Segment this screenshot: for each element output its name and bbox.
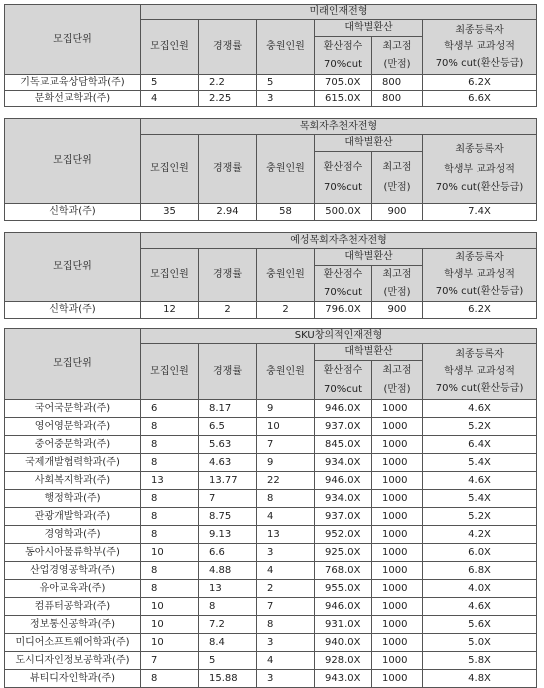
conv-score-value: 946.0X <box>315 598 372 616</box>
header-final-grade: 최종등록자 학생부 교과성적 70% cut(환산등급) <box>423 344 537 400</box>
final-grade-value: 6.2X <box>423 75 537 91</box>
final-grade-value: 7.4X <box>423 204 537 221</box>
final-grade-value: 4.6X <box>423 472 537 490</box>
header-waitlist: 충원인원 <box>257 344 315 400</box>
unit-name: 국제개발협력학과(주) <box>5 454 141 472</box>
header-waitlist: 충원인원 <box>257 20 315 75</box>
table-row <box>5 472 537 490</box>
max-score-value: 1000 <box>372 436 423 454</box>
final-grade-value: 6.0X <box>423 544 537 562</box>
unit-name: 문화선교학과(주) <box>5 91 141 107</box>
unit-name: 뷰티디자인학과(주) <box>5 670 141 688</box>
table-row <box>5 508 537 526</box>
competition-value: 6.5 <box>199 418 257 436</box>
competition-value: 8.17 <box>199 400 257 418</box>
waitlist-value: 7 <box>257 598 315 616</box>
conv-score-value: 937.0X <box>315 418 372 436</box>
table-row <box>5 418 537 436</box>
unit-name: 미디어소프트웨어학과(주) <box>5 634 141 652</box>
table-row <box>5 544 537 562</box>
final-grade-value: 5.4X <box>423 490 537 508</box>
admission-table <box>4 328 537 688</box>
competition-value: 7.2 <box>199 616 257 634</box>
quota-value: 8 <box>141 436 199 454</box>
max-score-value: 1000 <box>372 454 423 472</box>
unit-name: 관광개발학과(주) <box>5 508 141 526</box>
competition-value: 8.4 <box>199 634 257 652</box>
conv-score-value: 931.0X <box>315 616 372 634</box>
header-final-grade: 최종등록자 학생부 교과성적 70% cut(환산등급) <box>423 249 537 302</box>
header-conversion: 대학별환산 <box>315 249 423 266</box>
header-competition: 경쟁률 <box>199 135 257 204</box>
max-score-value: 1000 <box>372 490 423 508</box>
quota-value: 13 <box>141 472 199 490</box>
waitlist-value: 9 <box>257 400 315 418</box>
unit-name: 행정학과(주) <box>5 490 141 508</box>
waitlist-value: 8 <box>257 490 315 508</box>
final-grade-value: 5.6X <box>423 616 537 634</box>
unit-name: 유아교육과(주) <box>5 580 141 598</box>
quota-value: 10 <box>141 598 199 616</box>
unit-name: 컴퓨터공학과(주) <box>5 598 141 616</box>
competition-value: 7 <box>199 490 257 508</box>
unit-name: 기독교교육상담학과(주) <box>5 75 141 91</box>
competition-value: 2 <box>199 302 257 319</box>
conv-score-value: 928.0X <box>315 652 372 670</box>
quota-value: 8 <box>141 490 199 508</box>
final-grade-value: 4.6X <box>423 400 537 418</box>
header-unit: 모집단위 <box>5 233 141 302</box>
competition-value: 8.75 <box>199 508 257 526</box>
header-competition: 경쟁률 <box>199 20 257 75</box>
unit-name: 신학과(주) <box>5 302 141 319</box>
max-score-value: 1000 <box>372 634 423 652</box>
admission-table <box>4 232 537 319</box>
header-conversion: 대학별환산 <box>315 20 423 37</box>
max-score-value: 1000 <box>372 598 423 616</box>
final-grade-value: 5.8X <box>423 652 537 670</box>
table-title: SKU창의적인재전형 <box>141 329 537 344</box>
competition-value: 13 <box>199 580 257 598</box>
unit-name: 국어국문학과(주) <box>5 400 141 418</box>
conv-score-value: 705.0X <box>315 75 372 91</box>
table-row <box>5 670 537 688</box>
competition-value: 15.88 <box>199 670 257 688</box>
header-conversion: 대학별환산 <box>315 344 423 361</box>
conv-score-value: 934.0X <box>315 490 372 508</box>
header-conv-score: 환산점수 70%cut <box>315 361 372 400</box>
quota-value: 7 <box>141 652 199 670</box>
quota-value: 12 <box>141 302 199 319</box>
waitlist-value: 4 <box>257 652 315 670</box>
header-conv-score: 환산점수 70%cut <box>315 37 372 75</box>
conv-score-value: 946.0X <box>315 400 372 418</box>
unit-name: 영어영문학과(주) <box>5 418 141 436</box>
conv-score-value: 943.0X <box>315 670 372 688</box>
header-unit: 모집단위 <box>5 5 141 75</box>
table-row <box>5 490 537 508</box>
unit-name: 신학과(주) <box>5 204 141 221</box>
conv-score-value: 615.0X <box>315 91 372 107</box>
table-title: 목회자추천자전형 <box>141 119 537 135</box>
header-waitlist: 충원인원 <box>257 249 315 302</box>
quota-value: 10 <box>141 616 199 634</box>
competition-value: 2.94 <box>199 204 257 221</box>
table-title: 미래인재전형 <box>141 5 537 20</box>
header-unit: 모집단위 <box>5 119 141 204</box>
header-competition: 경쟁률 <box>199 249 257 302</box>
conv-score-value: 845.0X <box>315 436 372 454</box>
quota-value: 35 <box>141 204 199 221</box>
final-grade-value: 4.2X <box>423 526 537 544</box>
final-grade-value: 5.2X <box>423 418 537 436</box>
table-row <box>5 616 537 634</box>
header-competition: 경쟁률 <box>199 344 257 400</box>
header-quota: 모집인원 <box>141 135 199 204</box>
table-row <box>5 598 537 616</box>
competition-value: 6.6 <box>199 544 257 562</box>
quota-value: 8 <box>141 562 199 580</box>
quota-value: 8 <box>141 580 199 598</box>
waitlist-value: 3 <box>257 670 315 688</box>
conv-score-value: 796.0X <box>315 302 372 319</box>
max-score-value: 800 <box>372 75 423 91</box>
header-conv-score: 환산점수 70%cut <box>315 152 372 204</box>
final-grade-value: 4.6X <box>423 598 537 616</box>
table-row <box>5 400 537 418</box>
table-row <box>5 436 537 454</box>
quota-value: 8 <box>141 508 199 526</box>
table-row <box>5 634 537 652</box>
header-unit: 모집단위 <box>5 329 141 400</box>
final-grade-value: 4.0X <box>423 580 537 598</box>
table-row <box>5 302 537 319</box>
final-grade-value: 4.8X <box>423 670 537 688</box>
final-grade-value: 6.8X <box>423 562 537 580</box>
waitlist-value: 3 <box>257 634 315 652</box>
header-quota: 모집인원 <box>141 20 199 75</box>
conv-score-value: 952.0X <box>315 526 372 544</box>
conv-score-value: 768.0X <box>315 562 372 580</box>
max-score-value: 1000 <box>372 580 423 598</box>
competition-value: 4.88 <box>199 562 257 580</box>
max-score-value: 1000 <box>372 400 423 418</box>
conv-score-value: 940.0X <box>315 634 372 652</box>
quota-value: 6 <box>141 400 199 418</box>
admission-table <box>4 118 537 221</box>
quota-value: 8 <box>141 670 199 688</box>
unit-name: 경영학과(주) <box>5 526 141 544</box>
table-row <box>5 526 537 544</box>
max-score-value: 1000 <box>372 616 423 634</box>
waitlist-value: 58 <box>257 204 315 221</box>
admission-table <box>4 4 537 107</box>
competition-value: 13.77 <box>199 472 257 490</box>
table-row <box>5 75 537 91</box>
header-waitlist: 충원인원 <box>257 135 315 204</box>
waitlist-value: 22 <box>257 472 315 490</box>
quota-value: 8 <box>141 454 199 472</box>
unit-name: 정보통신공학과(주) <box>5 616 141 634</box>
header-max-score: 최고점 (만점) <box>372 361 423 400</box>
header-max-score: 최고점 (만점) <box>372 152 423 204</box>
competition-value: 9.13 <box>199 526 257 544</box>
conv-score-value: 500.0X <box>315 204 372 221</box>
final-grade-value: 5.0X <box>423 634 537 652</box>
final-grade-value: 5.4X <box>423 454 537 472</box>
waitlist-value: 3 <box>257 91 315 107</box>
header-final-grade: 최종등록자 학생부 교과성적 70% cut(환산등급) <box>423 20 537 75</box>
conv-score-value: 937.0X <box>315 508 372 526</box>
max-score-value: 1000 <box>372 472 423 490</box>
quota-value: 8 <box>141 526 199 544</box>
final-grade-value: 6.6X <box>423 91 537 107</box>
final-grade-value: 6.2X <box>423 302 537 319</box>
max-score-value: 1000 <box>372 508 423 526</box>
table-row <box>5 454 537 472</box>
waitlist-value: 2 <box>257 302 315 319</box>
table-row <box>5 204 537 221</box>
table-row <box>5 580 537 598</box>
unit-name: 산업경영공학과(주) <box>5 562 141 580</box>
max-score-value: 1000 <box>372 418 423 436</box>
competition-value: 4.63 <box>199 454 257 472</box>
header-quota: 모집인원 <box>141 344 199 400</box>
waitlist-value: 9 <box>257 454 315 472</box>
conv-score-value: 955.0X <box>315 580 372 598</box>
final-grade-value: 5.2X <box>423 508 537 526</box>
conv-score-value: 925.0X <box>315 544 372 562</box>
waitlist-value: 3 <box>257 544 315 562</box>
final-grade-value: 6.4X <box>423 436 537 454</box>
conv-score-value: 934.0X <box>315 454 372 472</box>
competition-value: 5.63 <box>199 436 257 454</box>
max-score-value: 900 <box>372 204 423 221</box>
max-score-value: 1000 <box>372 670 423 688</box>
table-row <box>5 652 537 670</box>
max-score-value: 1000 <box>372 562 423 580</box>
header-max-score: 최고점 (만점) <box>372 37 423 75</box>
waitlist-value: 7 <box>257 436 315 454</box>
unit-name: 도시디자인정보공학과(주) <box>5 652 141 670</box>
header-quota: 모집인원 <box>141 249 199 302</box>
quota-value: 8 <box>141 418 199 436</box>
header-conversion: 대학별환산 <box>315 135 423 152</box>
max-score-value: 1000 <box>372 544 423 562</box>
quota-value: 10 <box>141 634 199 652</box>
max-score-value: 1000 <box>372 526 423 544</box>
competition-value: 2.2 <box>199 75 257 91</box>
quota-value: 5 <box>141 75 199 91</box>
waitlist-value: 4 <box>257 508 315 526</box>
table-row <box>5 91 537 107</box>
table-title: 예성목회자추천자전형 <box>141 233 537 249</box>
header-max-score: 최고점 (만점) <box>372 266 423 302</box>
waitlist-value: 2 <box>257 580 315 598</box>
quota-value: 4 <box>141 91 199 107</box>
competition-value: 8 <box>199 598 257 616</box>
unit-name: 동아시아물류학부(주) <box>5 544 141 562</box>
table-row <box>5 562 537 580</box>
waitlist-value: 10 <box>257 418 315 436</box>
competition-value: 2.25 <box>199 91 257 107</box>
unit-name: 사회복지학과(주) <box>5 472 141 490</box>
waitlist-value: 4 <box>257 562 315 580</box>
max-score-value: 1000 <box>372 652 423 670</box>
waitlist-value: 8 <box>257 616 315 634</box>
waitlist-value: 5 <box>257 75 315 91</box>
competition-value: 5 <box>199 652 257 670</box>
waitlist-value: 13 <box>257 526 315 544</box>
quota-value: 10 <box>141 544 199 562</box>
max-score-value: 900 <box>372 302 423 319</box>
conv-score-value: 946.0X <box>315 472 372 490</box>
header-final-grade: 최종등록자 학생부 교과성적 70% cut(환산등급) <box>423 135 537 204</box>
unit-name: 중어중문학과(주) <box>5 436 141 454</box>
header-conv-score: 환산점수 70%cut <box>315 266 372 302</box>
max-score-value: 800 <box>372 91 423 107</box>
